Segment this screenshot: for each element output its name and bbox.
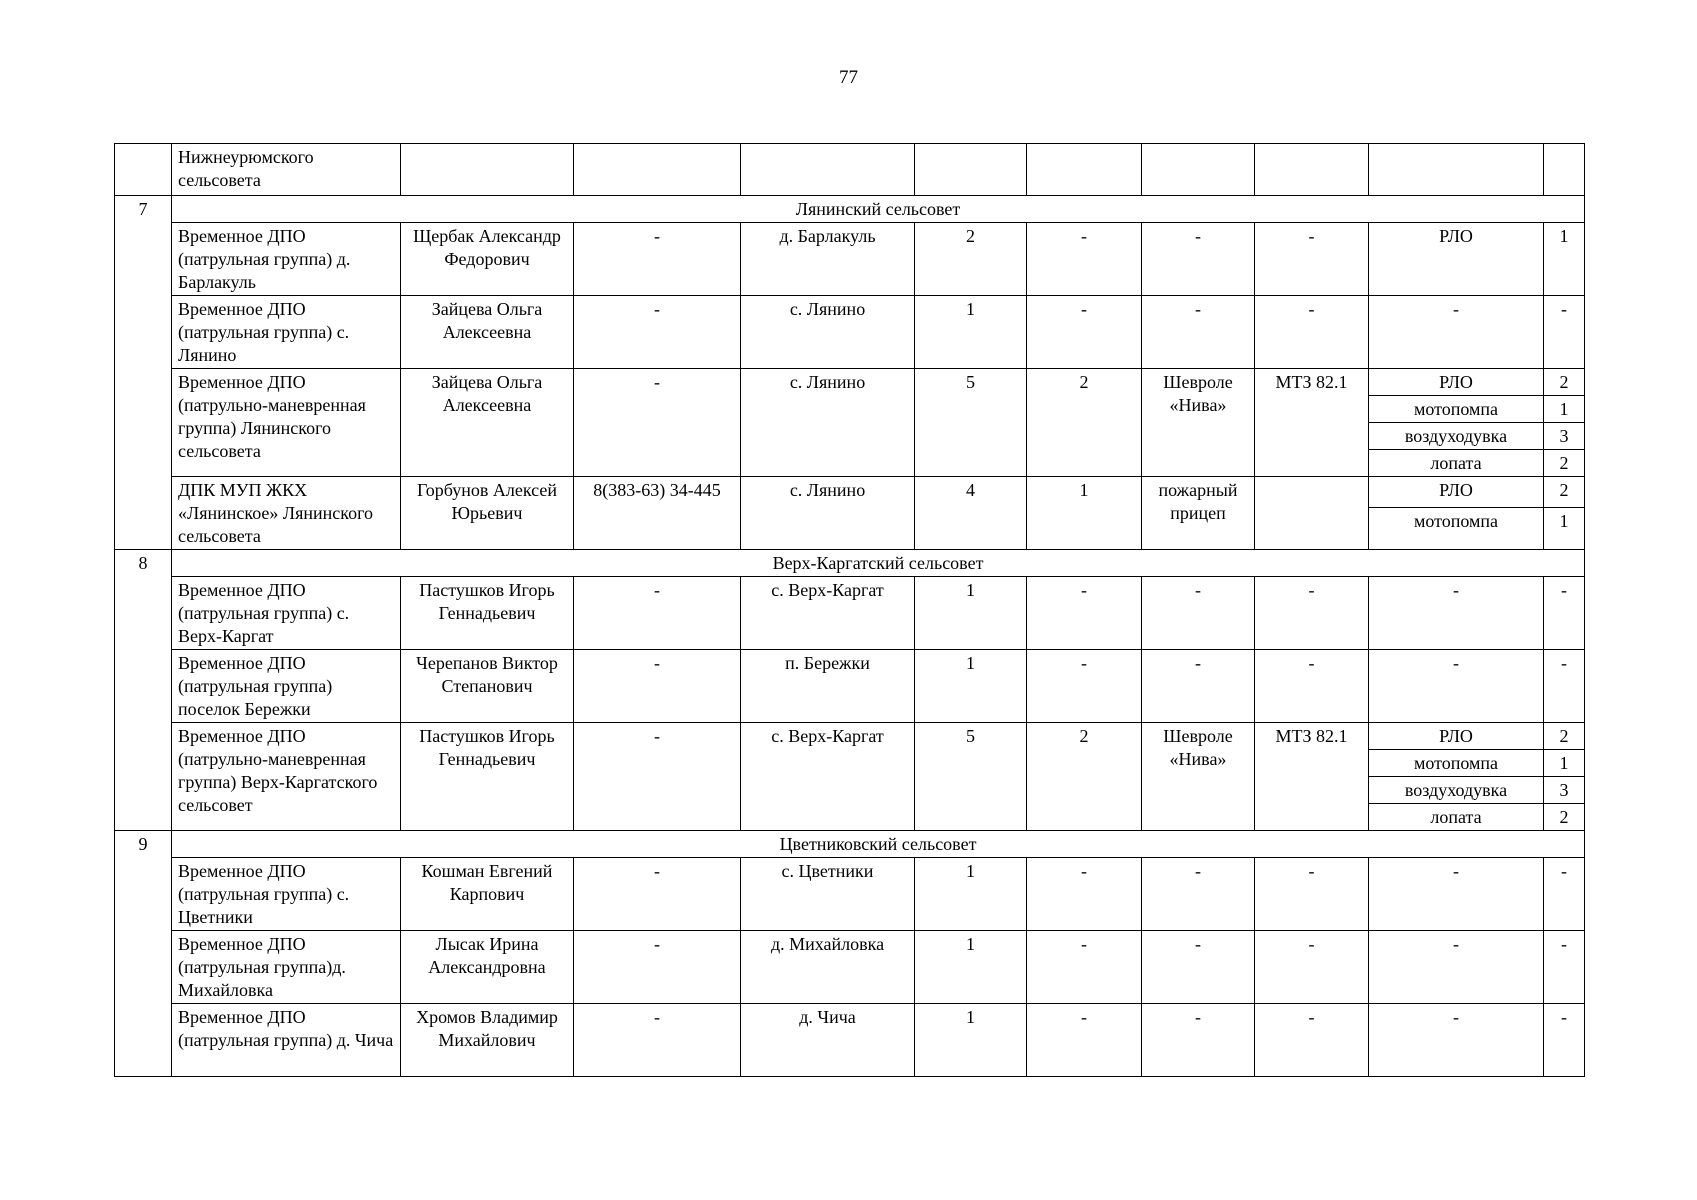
vehicle: - xyxy=(1142,223,1255,296)
head-name: Зайцева Ольга Алексеевна xyxy=(401,369,574,477)
equipment: лопата xyxy=(1369,450,1544,477)
head-name: Щербак Александр Федорович xyxy=(401,223,574,296)
table-row xyxy=(115,577,1585,650)
cell: - xyxy=(1027,931,1142,1004)
vehicle: Шевроле «Нива» xyxy=(1142,369,1255,477)
unit-name: Временное ДПО (патрульно-маневренная группа) Верх-Каргатского сельсовет xyxy=(172,723,401,831)
head-name: Лысак Ирина Александровна xyxy=(401,931,574,1004)
equipment-qty: - xyxy=(1544,577,1585,650)
head-name: Кошман Евгений Карпович xyxy=(401,858,574,931)
people-count: 1 xyxy=(915,931,1027,1004)
section-title: Цветниковский сельсовет xyxy=(172,831,1585,858)
section-header-row xyxy=(115,831,1585,858)
table-row xyxy=(115,723,1585,750)
equipment-qty: 1 xyxy=(1544,223,1585,296)
cell: - xyxy=(1027,1004,1142,1077)
machinery: - xyxy=(1255,577,1369,650)
equipment: РЛО xyxy=(1369,723,1544,750)
phone: - xyxy=(574,650,741,723)
cell: - xyxy=(1027,650,1142,723)
equipment-qty: - xyxy=(1544,650,1585,723)
unit-name: Нижнеурюмского сельсовета xyxy=(172,144,401,196)
unit-name: Временное ДПО (патрульно-маневренная группа) Лянинского сельсовета xyxy=(172,369,401,477)
equipment: РЛО xyxy=(1369,477,1544,508)
people-count: 5 xyxy=(915,369,1027,477)
phone: - xyxy=(574,296,741,369)
unit-name: Временное ДПО (патрульная группа) с. Верх-Каргат xyxy=(172,577,401,650)
table-row xyxy=(115,144,1585,196)
people-count: 2 xyxy=(915,223,1027,296)
location: п. Бережки xyxy=(741,650,915,723)
table-row xyxy=(115,369,1585,396)
equipment-qty: - xyxy=(1544,931,1585,1004)
machinery: - xyxy=(1255,650,1369,723)
head-name: Пастушков Игорь Геннадьевич xyxy=(401,577,574,650)
location: д. Барлакуль xyxy=(741,223,915,296)
vehicle: - xyxy=(1142,650,1255,723)
table-row xyxy=(115,223,1585,296)
equipment: воздуходувка xyxy=(1369,423,1544,450)
vehicle: - xyxy=(1142,858,1255,931)
machinery: - xyxy=(1255,858,1369,931)
phone: - xyxy=(574,723,741,831)
location: д. Чича xyxy=(741,1004,915,1077)
people-count: 1 xyxy=(915,296,1027,369)
table-row xyxy=(115,858,1585,931)
vehicle: Шевроле «Нива» xyxy=(1142,723,1255,831)
location: с. Верх-Каргат xyxy=(741,577,915,650)
table-row xyxy=(115,477,1585,508)
unit-name: Временное ДПО (патрульная группа) д. Барлакуль xyxy=(172,223,401,296)
cell: 1 xyxy=(1027,477,1142,550)
equipment-qty: 2 xyxy=(1544,369,1585,396)
vehicle: - xyxy=(1142,1004,1255,1077)
unit-name: ДПК МУП ЖКХ «Лянинское» Лянинского сельсовета xyxy=(172,477,401,550)
phone: - xyxy=(574,223,741,296)
unit-name: Временное ДПО (патрульная группа) поселок Бережки xyxy=(172,650,401,723)
section-title: Лянинский сельсовет xyxy=(172,196,1585,223)
head-name: Хромов Владимир Михайлович xyxy=(401,1004,574,1077)
people-count: 1 xyxy=(915,650,1027,723)
section-header-row xyxy=(115,550,1585,577)
phone: 8(383-63) 34-445 xyxy=(574,477,741,550)
cell: - xyxy=(1027,577,1142,650)
phone: - xyxy=(574,931,741,1004)
vehicle: - xyxy=(1142,931,1255,1004)
location: с. Лянино xyxy=(741,477,915,550)
equipment: мотопомпа xyxy=(1369,750,1544,777)
phone: - xyxy=(574,577,741,650)
machinery xyxy=(1255,477,1369,550)
table-row xyxy=(115,931,1585,1004)
section-number: 8 xyxy=(115,550,172,831)
equipment-qty: 3 xyxy=(1544,777,1585,804)
equipment: - xyxy=(1369,577,1544,650)
equipment-qty: 2 xyxy=(1544,477,1585,508)
equipment: воздуходувка xyxy=(1369,777,1544,804)
phone: - xyxy=(574,369,741,477)
people-count: 4 xyxy=(915,477,1027,550)
machinery: - xyxy=(1255,1004,1369,1077)
vehicle: - xyxy=(1142,296,1255,369)
machinery: МТЗ 82.1 xyxy=(1255,369,1369,477)
equipment: - xyxy=(1369,650,1544,723)
equipment: РЛО xyxy=(1369,223,1544,296)
cell: 2 xyxy=(1027,723,1142,831)
table-row xyxy=(115,1004,1585,1077)
section-title: Верх-Каргатский сельсовет xyxy=(172,550,1585,577)
location: с. Лянино xyxy=(741,296,915,369)
equipment-qty: - xyxy=(1544,858,1585,931)
machinery: - xyxy=(1255,296,1369,369)
equipment-qty: 2 xyxy=(1544,723,1585,750)
location: с. Лянино xyxy=(741,369,915,477)
machinery: - xyxy=(1255,931,1369,1004)
section-number: 7 xyxy=(115,196,172,550)
section-number: 9 xyxy=(115,831,172,1077)
equipment-qty: 1 xyxy=(1544,396,1585,423)
machinery: - xyxy=(1255,223,1369,296)
equipment-qty: - xyxy=(1544,296,1585,369)
equipment: - xyxy=(1369,858,1544,931)
vehicle: - xyxy=(1142,577,1255,650)
cell: - xyxy=(1027,296,1142,369)
table-row xyxy=(115,650,1585,723)
forces-table xyxy=(114,143,1585,1077)
page-number: 77 xyxy=(839,67,858,88)
equipment: - xyxy=(1369,931,1544,1004)
equipment: лопата xyxy=(1369,804,1544,831)
equipment: мотопомпа xyxy=(1369,508,1544,550)
location: с. Верх-Каргат xyxy=(741,723,915,831)
people-count: 5 xyxy=(915,723,1027,831)
equipment-qty: 1 xyxy=(1544,750,1585,777)
equipment: - xyxy=(1369,296,1544,369)
people-count: 1 xyxy=(915,577,1027,650)
equipment-qty: - xyxy=(1544,1004,1585,1077)
unit-name: Временное ДПО (патрульная группа) д. Чича xyxy=(172,1004,401,1077)
head-name: Горбунов Алексей Юрьевич xyxy=(401,477,574,550)
unit-name: Временное ДПО (патрульная группа) с. Цветники xyxy=(172,858,401,931)
people-count: 1 xyxy=(915,1004,1027,1077)
unit-name: Временное ДПО (патрульная группа)д. Михайловка xyxy=(172,931,401,1004)
phone: - xyxy=(574,1004,741,1077)
equipment-qty: 1 xyxy=(1544,508,1585,550)
machinery: МТЗ 82.1 xyxy=(1255,723,1369,831)
location: д. Михайловка xyxy=(741,931,915,1004)
cell: 2 xyxy=(1027,369,1142,477)
cell: - xyxy=(1027,223,1142,296)
people-count: 1 xyxy=(915,858,1027,931)
phone: - xyxy=(574,858,741,931)
head-name: Зайцева Ольга Алексеевна xyxy=(401,296,574,369)
vehicle: пожарный прицеп xyxy=(1142,477,1255,550)
section-header-row xyxy=(115,196,1585,223)
equipment: - xyxy=(1369,1004,1544,1077)
equipment-qty: 2 xyxy=(1544,450,1585,477)
head-name: Пастушков Игорь Геннадьевич xyxy=(401,723,574,831)
cell: - xyxy=(1027,858,1142,931)
head-name: Черепанов Виктор Степанович xyxy=(401,650,574,723)
equipment-qty: 2 xyxy=(1544,804,1585,831)
equipment: РЛО xyxy=(1369,369,1544,396)
equipment: мотопомпа xyxy=(1369,396,1544,423)
location: с. Цветники xyxy=(741,858,915,931)
unit-name: Временное ДПО (патрульная группа) с. Лянино xyxy=(172,296,401,369)
table-row xyxy=(115,296,1585,369)
equipment-qty: 3 xyxy=(1544,423,1585,450)
